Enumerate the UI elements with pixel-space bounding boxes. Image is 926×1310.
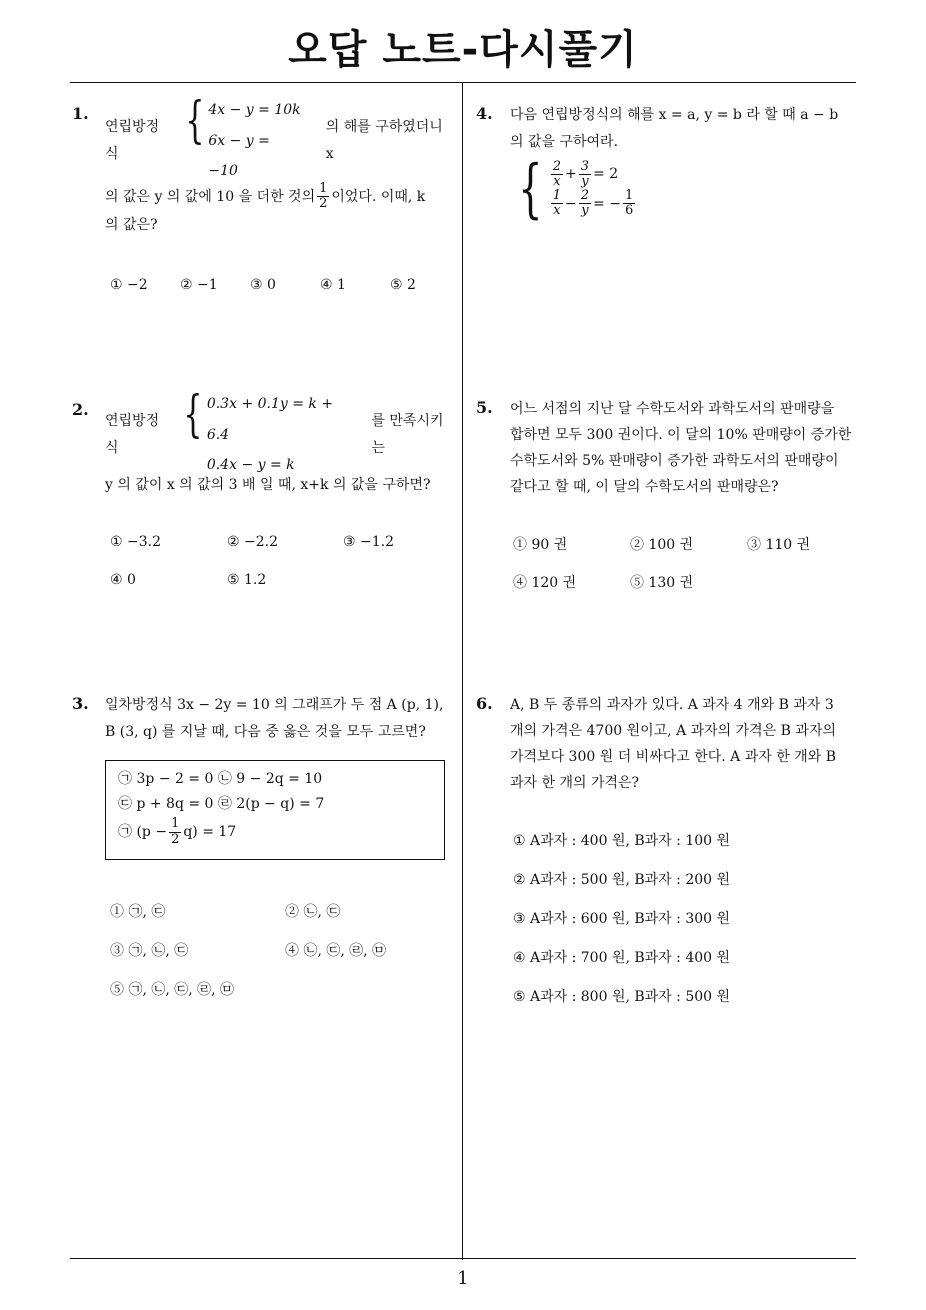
q3-line1: 일차방정식 3x − 2y = 10 의 그래프가 두 점 A (p, 1), (105, 697, 444, 713)
q1-fraction: $\frac{1}{2}$ (319, 181, 328, 212)
q3-number: 3. (72, 694, 89, 713)
q5-body (510, 396, 860, 500)
q6-choice-1[interactable]: ① A과자 : 400 원, B과자 : 100 원 (513, 833, 731, 849)
q5-line2: 합하면 모두 300 권이다. 이 달의 10% 판매량이 증가한 (510, 427, 852, 443)
q3-choice-2[interactable]: ② ㉡, ㉢ (285, 904, 341, 920)
q1-body (105, 90, 455, 238)
q1-line2b: 이었다. 이때, k (331, 188, 426, 205)
top-rule (70, 82, 856, 83)
q2-after-system: 를 만족시키는 (371, 413, 444, 456)
q6-line4: 과자 한 개의 가격은? (510, 775, 640, 791)
q2-choice-3[interactable]: ③ −1.2 (343, 534, 394, 550)
q5-choice-3[interactable]: ③ 110 권 (747, 537, 811, 553)
q1-number: 1. (72, 104, 89, 123)
q4-line1: 다음 연립방정식의 해를 x = a, y = b 라 할 때 a − b (510, 107, 839, 123)
page-number: 1 (457, 1268, 469, 1289)
q3-box-line3a: ㉠ (p − (118, 823, 168, 840)
q3-box-line1: ㉠ 3p − 2 = 0 ㉡ 9 − 2q = 10 (118, 771, 323, 787)
q5-choice-5[interactable]: ⑤ 130 권 (630, 575, 694, 591)
q3-choice-1[interactable]: ① ㉠, ㉢ (110, 904, 166, 920)
q2-choice-5[interactable]: ⑤ 1.2 (227, 572, 267, 588)
q1-lead: 연립방정식 (105, 119, 160, 162)
q5-line3: 수학도서와 5% 판매량이 증가한 과학도서의 판매량이 (510, 453, 839, 469)
q5-choice-2[interactable]: ② 100 권 (630, 537, 694, 553)
q2-choice-1[interactable]: ① −3.2 (110, 534, 161, 550)
q3-choice-5[interactable]: ⑤ ㉠, ㉡, ㉢, ㉣, ㉤ (110, 982, 235, 998)
q6-choice-2[interactable]: ② A과자 : 500 원, B과자 : 200 원 (513, 872, 731, 888)
q5-choice-4[interactable]: ④ 120 권 (513, 575, 577, 591)
q4-body (510, 102, 860, 227)
q4-system: { $\frac{2}{x}$ + $\frac{3}{y}$ = 2 $\frac{1}{x}$ − $\frac{2}{y}$ = − $\frac{1}{6}$ (510, 157, 637, 221)
q1-system: { 4x − y = 10k 6x − y = −10 (179, 95, 304, 187)
q2-number: 2. (72, 400, 89, 419)
q3-box-fraction: $\frac{1}{2}$ (171, 816, 180, 847)
q2-system: { 0.3x + 0.1y = k + 6.4 0.4x − y = k (177, 389, 355, 481)
q3-box-line2: ㉢ p + 8q = 0 ㉣ 2(p − q) = 7 (118, 796, 325, 813)
q2-eq2: 0.4x − y = k (206, 457, 295, 474)
q4-line2: 의 값을 구하여라. (510, 133, 619, 150)
q5-line4: 같다고 할 때, 이 달의 수학도서의 판매량은? (510, 479, 779, 495)
q6-choice-3[interactable]: ③ A과자 : 600 원, B과자 : 300 원 (513, 911, 731, 927)
q6-line2: 개의 가격은 4700 원이고, A 과자의 가격은 B 과자의 (510, 723, 836, 739)
q3-line2: B (3, q) 를 지날 때, 다음 중 옳은 것을 모두 고르면? (105, 723, 426, 740)
q4-number: 4. (476, 104, 493, 123)
q1-choice-2[interactable]: ② −1 (180, 277, 218, 293)
q1-choice-3[interactable]: ③ 0 (250, 277, 276, 293)
q2-eq1: 0.3x + 0.1y = k + 6.4 (206, 395, 334, 443)
q2-lead: 연립방정식 (105, 413, 160, 456)
column-divider (462, 83, 463, 1260)
q1-eq2: 6x − y = −10 (208, 132, 270, 180)
q2-choice-4[interactable]: ④ 0 (110, 572, 136, 588)
q2-line2: y 의 값이 x 의 값의 3 배 일 때, x+k 의 값을 구하면? (105, 477, 431, 493)
q3-body (105, 692, 460, 745)
q5-choice-1[interactable]: ① 90 권 (513, 537, 568, 553)
q3-choice-4[interactable]: ④ ㉡, ㉢, ㉣, ㉤ (285, 943, 387, 959)
q4-eq2: $\frac{1}{x}$ − $\frac{2}{y}$ = − $\frac{1}{6}$ (552, 188, 634, 219)
q4-eq1: $\frac{2}{x}$ + $\frac{3}{y}$ = 2 (552, 158, 619, 189)
q1-choice-4[interactable]: ④ 1 (320, 277, 346, 293)
page-title: 오답 노트-다시풀기 (288, 27, 638, 73)
q2-body (105, 384, 455, 499)
bottom-rule (70, 1258, 856, 1259)
q6-line3: 가격보다 300 원 더 비싸다고 한다. A 과자 한 개와 B (510, 749, 836, 765)
q1-line2a: 의 값은 y 의 값에 10 을 더한 것의 (105, 188, 316, 205)
q5-number: 5. (476, 398, 493, 417)
q6-line1: A, B 두 종류의 과자가 있다. A 과자 4 개와 B 과자 3 (510, 697, 834, 713)
q3-choice-3[interactable]: ③ ㉠, ㉡, ㉢ (110, 943, 189, 959)
q1-choice-1[interactable]: ① −2 (110, 277, 148, 293)
q5-line1: 어느 서점의 지난 달 수학도서와 과학도서의 판매량을 (510, 401, 835, 417)
q6-number: 6. (476, 694, 493, 713)
q1-choice-5[interactable]: ⑤ 2 (390, 277, 416, 293)
q6-choice-5[interactable]: ⑤ A과자 : 800 원, B과자 : 500 원 (513, 989, 731, 1005)
q6-body (510, 692, 860, 796)
q3-condition-box (105, 760, 445, 860)
q1-after-system: 의 해를 구하였더니 x (325, 119, 443, 162)
q6-choice-4[interactable]: ④ A과자 : 700 원, B과자 : 400 원 (513, 950, 731, 966)
q3-box-line3b: q) = 17 (183, 823, 237, 840)
q2-choice-2[interactable]: ② −2.2 (227, 534, 278, 550)
q1-eq1: 4x − y = 10k (208, 101, 301, 118)
q1-line3: 의 값은? (105, 216, 158, 233)
